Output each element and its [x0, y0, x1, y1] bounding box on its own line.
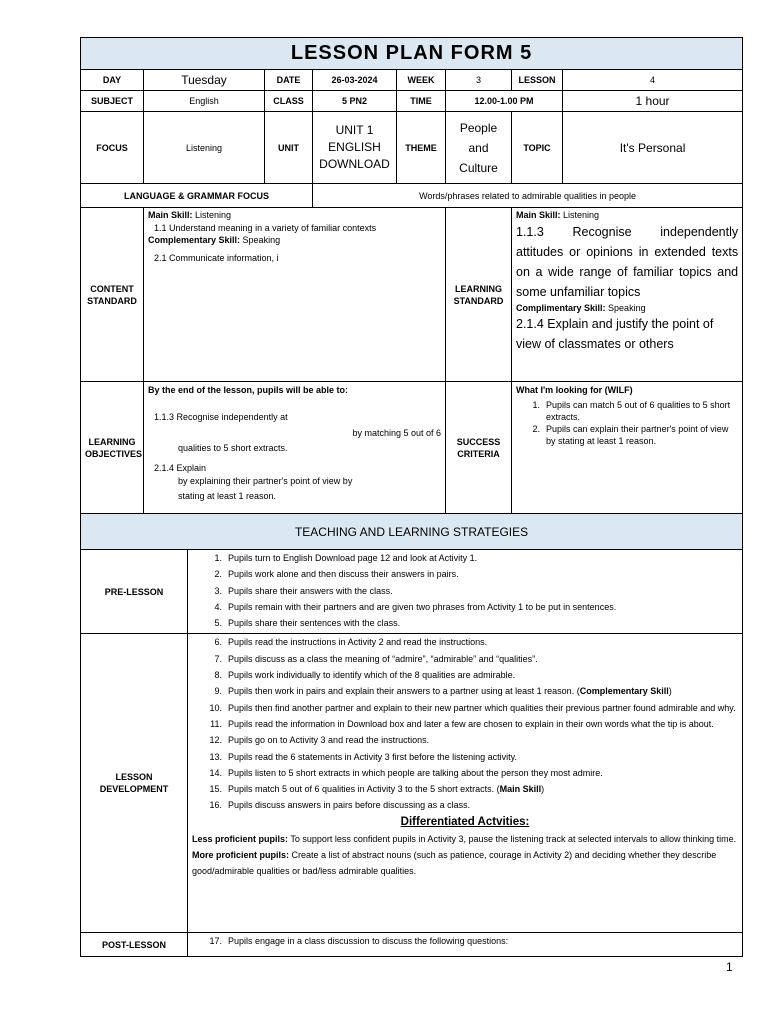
step-item: 6. Pupils read the instructions in Activity 2 and read the instructions.: [214, 637, 488, 648]
step-item: 12. Pupils go on to Activity 3 and read the instructions.: [209, 735, 430, 746]
step-item: 7. Pupils discuss as a class the meaning of “admire”, “admirable” and “qualities”.: [214, 653, 538, 664]
step-item: 10. Pupils then find another partner and explain to their new partner which qualities their previous partner found admirable and why.: [209, 702, 736, 713]
step-item: 9. Pupils then work in pairs and explain their answers to a partner using at least 1 reason. (Complementary Skill): [214, 686, 672, 697]
ls-main-item: 1.1.3 Recognise independently attitudes or opinions in extended texts on a wide range of familiar topics and some unfamiliar topics: [516, 224, 739, 299]
differentiated-title: Differentiated Actvities:: [400, 815, 530, 828]
content-standard-label: CONTENT STANDARD: [81, 208, 144, 382]
focus-label: FOCUS: [81, 112, 144, 184]
strategies-table: [80, 549, 743, 957]
topic-value: It's Personal: [563, 112, 743, 184]
success-item: 2. Pupils can explain their partner's point of view by stating at least 1 reason.: [532, 423, 729, 446]
more-proficient-note: More proficient pupils: Create a list of abstract nouns (such as patience, courage in Activity 2) and deciding whether they describe good/admirable qualities or bad/less admirable qualities.: [192, 849, 717, 876]
lesson-development-label: LESSON DEVELOPMENT: [81, 634, 188, 933]
cs-main-skill: Listening: [195, 210, 232, 221]
objective-1-end: qualities to 5 short extracts.: [178, 442, 288, 453]
objectives-label: LEARNING OBJECTIVES: [81, 382, 144, 514]
step-item: 16. Pupils discuss answers in pairs before discussing as a class.: [209, 800, 471, 811]
lesson-value: 4: [563, 70, 743, 91]
objective-1-start: 1.1.3 Recognise independently at: [154, 411, 288, 422]
learning-standard-body: [512, 208, 743, 382]
objective-2-middle: by explaining their partner's point of view by: [178, 476, 353, 487]
week-value: 3: [446, 70, 512, 91]
success-criteria-label: SUCCESS CRITERIA: [446, 382, 512, 514]
cs-comp-skill-label: Complementary Skill:: [148, 234, 241, 245]
step-item: 13. Pupils read the 6 statements in Activity 3 first before the listening activity.: [209, 751, 517, 762]
language-focus-value: Words/phrases related to admirable qualities in people: [313, 184, 743, 208]
unit-value: UNIT 1 ENGLISH DOWNLOAD: [313, 112, 397, 184]
step-item: 5. Pupils share their sentences with the class.: [214, 618, 401, 629]
objectives-intro: By the end of the lesson, pupils will be able to:: [148, 385, 349, 396]
strategies-title: TEACHING AND LEARNING STRATEGIES: [81, 514, 743, 550]
cs-main-skill-label: Main Skill:: [148, 210, 193, 221]
duration-value: 1 hour: [563, 91, 743, 112]
theme-value: People and Culture: [446, 112, 512, 184]
learning-standard-label: LEARNING STANDARD: [446, 208, 512, 382]
ls-main-skill-label: Main Skill:: [516, 210, 561, 221]
objective-1-middle: by matching 5 out of 6: [352, 427, 441, 438]
step-item: 8. Pupils work individually to identify which of the 8 qualities are admirable.: [214, 670, 516, 681]
ls-main-skill: Listening: [563, 210, 600, 221]
language-focus-label: LANGUAGE & GRAMMAR FOCUS: [81, 184, 313, 208]
step-item: 4. Pupils remain with their partners and are given two phrases from Activity 1 to be put in sentences.: [214, 601, 617, 612]
ls-comp-skill: Speaking: [608, 302, 646, 313]
lesson-plan-table: [80, 37, 743, 550]
theme-label: THEME: [397, 112, 446, 184]
page-number: 1: [726, 960, 733, 974]
objective-2-start: 2.1.4 Explain: [154, 462, 207, 473]
step-item: 17. Pupils engage in a class discussion to discuss the following questions:: [209, 936, 509, 947]
subject-value: English: [144, 91, 265, 112]
success-item: 1. Pupils can match 5 out of 6 qualities to 5 short extracts.: [532, 399, 731, 422]
less-proficient-note: Less proficient pupils: To support less confident pupils in Activity 3, pause the listening track at selected intervals to allow thinking time.: [192, 833, 737, 844]
unit-label: UNIT: [265, 112, 313, 184]
post-lesson-label: POST-LESSON: [81, 933, 188, 957]
step-item: 15. Pupils match 5 out of 6 qualities in Activity 3 to the 5 short extracts. (Main Skill): [209, 784, 545, 795]
day-value: Tuesday: [144, 70, 265, 91]
cs-comp-skill: Speaking: [242, 234, 281, 245]
objectives-body: [144, 382, 446, 514]
date-value: 26-03-2024: [313, 70, 397, 91]
form-title: LESSON PLAN FORM 5: [81, 38, 743, 70]
post-lesson-body: [188, 933, 743, 957]
time-label: TIME: [397, 91, 446, 112]
class-label: CLASS: [265, 91, 313, 112]
subject-label: SUBJECT: [81, 91, 144, 112]
step-item: 2. Pupils work alone and then discuss their answers in pairs.: [214, 569, 459, 580]
step-item: 14. Pupils listen to 5 short extracts in which people are talking about the person they most admire.: [209, 767, 603, 778]
cs-comp-item: 2.1 Communicate information, i: [154, 252, 279, 263]
ls-comp-item: 2.1.4 Explain and justify the point of view of classmates or others: [516, 316, 714, 351]
wilf-heading: What I'm looking for (WILF): [516, 385, 633, 396]
content-standard-body: [144, 208, 446, 382]
cs-main-item: 1.1 Understand meaning in a variety of familiar contexts: [154, 222, 377, 233]
time-value: 12.00-1.00 PM: [446, 91, 563, 112]
topic-label: TOPIC: [512, 112, 563, 184]
class-value: 5 PN2: [313, 91, 397, 112]
pre-lesson-body: [188, 550, 743, 634]
ls-comp-skill-label: Complimentary Skill:: [516, 302, 606, 313]
step-item: 11. Pupils read the information in Download box and later a few are chosen to explain in their own words what the tip is about.: [210, 718, 714, 729]
pre-lesson-label: PRE-LESSON: [81, 550, 188, 634]
lesson-development-body: [188, 634, 743, 933]
success-criteria-body: [512, 382, 743, 514]
focus-value: Listening: [144, 112, 265, 184]
week-label: WEEK: [397, 70, 446, 91]
step-item: 1. Pupils turn to English Download page 12 and look at Activity 1.: [214, 553, 478, 563]
day-label: DAY: [81, 70, 144, 91]
date-label: DATE: [265, 70, 313, 91]
step-item: 3. Pupils share their answers with the class.: [214, 585, 393, 596]
objective-2-end: stating at least 1 reason.: [178, 491, 277, 502]
lesson-label: LESSON: [512, 70, 563, 91]
